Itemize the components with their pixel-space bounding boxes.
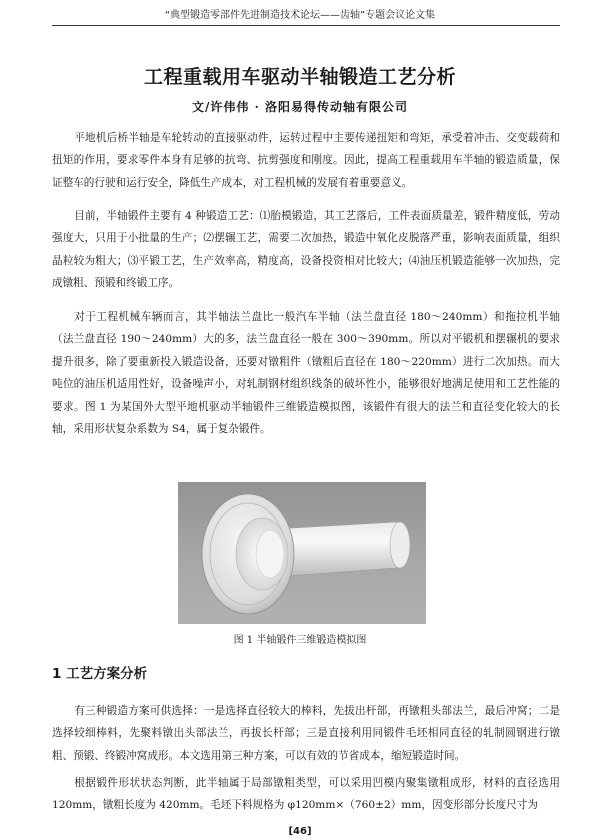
half-shaft-forging-illustration xyxy=(178,482,426,624)
section-paragraph-1: 有三种锻造方案可供选择：一是选择直径较大的棒料，先拔出杆部，再镦粗头部法兰，最后冲窝；二是选择较细棒料，先聚料镦出头部法兰，再拔长杆部；三是直接利用同锻件毛坯相同直径的轧制圆钢进行镦粗、预锻、终锻冲窝成形。本文选用第三种方案，可以有效的节省成本，缩短锻造时间。 xyxy=(52,705,560,762)
running-header: “典型锻造零部件先进制造技术论坛——齿轴”专题会议论文集 xyxy=(164,10,436,21)
body-paragraph-2: 目前，半轴锻件主要有 4 种锻造工艺：⑴胎模锻造，其工艺落后，工件表面质量差，锻件精度低，劳动强度大，只用于小批量的生产；⑵摆辗工艺，需要二次加热，锻造中氧化皮脱落严重，影响表面质量，组织晶粒较为粗大；⑶平锻工艺，生产效率高，精度高，设备投资相对比较大；⑷油压机锻造能够一次加热，完成镦粗、预锻和终锻工序。 xyxy=(52,210,560,290)
section-heading: 1 工艺方案分析 xyxy=(52,666,148,682)
figure-half-shaft-forging-simulation xyxy=(178,482,426,624)
article-title: 工程重载用车驱动半轴锻造工艺分析 xyxy=(143,66,456,88)
body-paragraph-3: 对于工程机械车辆而言，其半轴法兰盘比一般汽车半轴（法兰盘直径 180～240mm）和拖拉机半轴（法兰盘直径 190～240mm）大的多，法兰盘直径一般在 300～390mm。所以对平锻机和摆辗机的要求提升很多，除了要重新投入锻造设备，还要对镦粗件（镦粗后直径在 180～220mm）进行二次加热。而大吨位的油压机适用性好，设备噪声小，对轧制钢材组织线条的破坏性小，能够很好地满足使用和工艺性能的要求。图 1 为某国外大型平地机驱动半轴锻件三维锻造模拟图，该锻件有很大的法兰和直径变化较大的长轴，采用形状复杂系数为 S4，属于复杂锻件。 xyxy=(52,311,560,436)
section-paragraph-2: 根据锻件形状状态判断，此半轴属于局部镦粗类型，可以采用凹模内聚集镦粗成形，材料的直径选用 120mm，镦粗长度为 420mm。毛坯下料规格为 φ120mm×（760±2）mm，因变形部分长度尺寸为 xyxy=(52,777,560,812)
article-byline: 文/许伟伟 · 洛阳易得传动轴有限公司 xyxy=(192,100,408,114)
figure-caption: 图 1 半轴锻件三维锻造模拟图 xyxy=(233,635,367,646)
page-number: [46] xyxy=(288,826,312,837)
body-paragraph-1: 平地机后桥半轴是车轮转动的直接驱动件，运转过程中主要传递扭矩和弯矩，承受着冲击、交变载荷和扭矩的作用，要求零件本身有足够的抗弯、抗剪强度和刚度。因此，提高工程重载用车半轴的锻造质量，保证整车的行驶和运行安全，降低生产成本，对工程机械的发展有着重要意义。 xyxy=(52,132,560,189)
header-divider xyxy=(52,25,560,26)
